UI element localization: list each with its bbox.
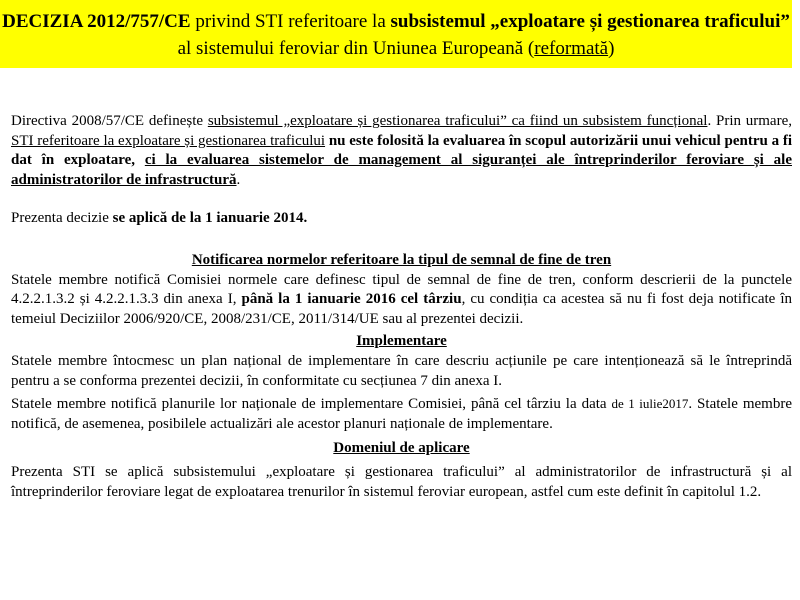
bold-underlined-text: ci la evaluarea sistemelor de management al siguranței ale întreprinderilor feroviare și ale administratorilor de infrastructură [11,152,792,188]
paragraph-implementation-1: Statele membre întocmesc un plan național de implementare în care descriu acțiunile pe care intenționează să le întreprindă pentru a se conforma prezentei decizii, în conformitate cu secțiunea 7 din anexa I. [11,352,792,389]
heading-scope: Domeniul de aplicare [333,440,470,457]
text: Statele membre notifică Comisiei normele care definesc tipul de semnal de fine de tren, conform descrierii de la punctele 4.2.2.1.3.2 și 4.2.2.1.3.3 din anexa I, [11,271,792,308]
title-text-2: al sistemului feroviar din Uniunea Europeană ( [177,38,535,59]
underlined-text: STI referitoare la exploatare și gestionarea traficului [11,132,326,149]
bold-text: până la 1 ianuarie 2016 cel târziu [241,291,462,308]
title-recast-link: reformată [534,38,609,59]
small-text: de 1 iulie2017 [611,396,689,412]
document-body [11,112,792,502]
title-decision-number: DECIZIA 2012/757/CE [2,11,191,32]
title-subsystem: subsistemul „exploatare și gestionarea traficului” [390,11,790,32]
text: Prezenta decizie [11,210,113,227]
title-banner [0,0,792,68]
text: , cu condiția ca acestea să nu fi fost deja notificate în temeiul Deciziilor 2006/920/CE, 2008/231/CE, 2011/314/UE sau al prezentei decizii. [11,291,793,327]
paragraph-application-date [11,209,792,229]
paragraph-directive [11,112,792,190]
text: . Prin urmare, [707,113,792,129]
paragraph-implementation-2 [11,394,792,434]
bold-text: se aplică de la 1 ianuarie 2014. [112,210,308,227]
title-close-paren: ) [608,38,615,59]
heading-notification: Notificarea normelor referitoare la tipul de semnal de fine de tren [191,251,612,268]
underlined-text: subsistemul „exploatare și gestionarea traficului” ca fiind un subsistem funcțional [207,113,708,129]
bold-text: nu este folosită la evaluarea în scopul autorizării unui vehicul pentru a fi dat în exploatare, [11,132,792,169]
text: Statele membre notifică planurile lor naționale de implementare Comisiei, până cel târziu la data [11,396,612,413]
paragraph-notification [11,271,792,330]
text: . [236,171,241,188]
text: Directiva 2008/57/CE definește [11,113,208,129]
title-text: privind STI referitoare la [190,11,391,32]
text: . Statele membre notifică, de asemenea, posibilele actualizări ale acestor planuri naționale de implementare. [11,396,792,432]
paragraph-scope: Prezenta STI se aplică subsistemului „exploatare și gestionarea traficului” al administratorilor de infrastructură și al întreprinderilor feroviare legat de exploatarea trenurilor în sistemul feroviar european, astfel cum este definit în capitolul 1.2. [11,463,792,500]
heading-implementation: Implementare [356,333,447,350]
